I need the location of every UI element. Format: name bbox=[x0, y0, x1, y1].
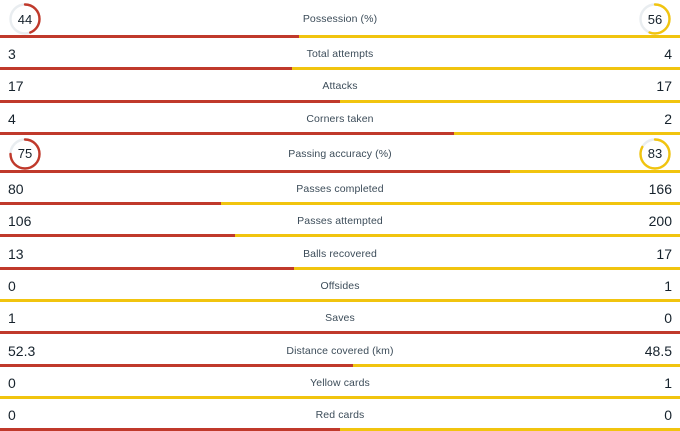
away-value: 2 bbox=[664, 110, 672, 127]
stat-label: Balls recovered bbox=[303, 247, 377, 260]
away-value: 4 bbox=[664, 46, 672, 63]
away-value: 48.5 bbox=[644, 342, 672, 359]
away-value: 1 bbox=[664, 277, 672, 294]
home-value: 0 bbox=[8, 407, 16, 424]
stat-row bbox=[0, 367, 680, 399]
home-value: 13 bbox=[8, 245, 24, 262]
stat-row bbox=[0, 173, 680, 205]
home-value: 52.3 bbox=[8, 342, 36, 359]
stat-row bbox=[0, 135, 680, 173]
away-value: 166 bbox=[648, 181, 672, 198]
away-value: 0 bbox=[664, 310, 672, 327]
stat-row bbox=[0, 302, 680, 334]
stat-row bbox=[0, 103, 680, 135]
home-value: 44 bbox=[17, 11, 33, 27]
stat-label: Corners taken bbox=[306, 112, 374, 125]
home-gauge bbox=[8, 137, 42, 171]
stat-row bbox=[0, 237, 680, 269]
home-value: 17 bbox=[8, 78, 24, 95]
away-value: 0 bbox=[664, 407, 672, 424]
stat-label: Passing accuracy (%) bbox=[288, 147, 392, 160]
away-gauge bbox=[638, 2, 672, 36]
stat-row bbox=[0, 399, 680, 431]
stat-label: Red cards bbox=[315, 409, 365, 422]
away-gauge bbox=[638, 137, 672, 171]
stat-row bbox=[0, 270, 680, 302]
away-value: 83 bbox=[647, 146, 663, 162]
stat-label: Passes completed bbox=[296, 183, 384, 196]
home-value: 0 bbox=[8, 374, 16, 391]
away-value: 56 bbox=[647, 11, 663, 27]
home-value: 106 bbox=[8, 213, 32, 230]
home-value: 0 bbox=[8, 277, 16, 294]
stat-label: Attacks bbox=[322, 80, 358, 93]
stat-row bbox=[0, 205, 680, 237]
stat-row bbox=[0, 0, 680, 38]
away-value: 200 bbox=[648, 213, 672, 230]
stat-label: Yellow cards bbox=[310, 376, 370, 389]
stat-label: Distance covered (km) bbox=[286, 344, 394, 357]
stat-row bbox=[0, 334, 680, 366]
stat-row bbox=[0, 70, 680, 102]
away-value: 17 bbox=[656, 245, 672, 262]
home-value: 75 bbox=[17, 146, 33, 162]
home-value: 80 bbox=[8, 181, 24, 198]
stat-row bbox=[0, 38, 680, 70]
stat-label: Passes attempted bbox=[297, 215, 383, 228]
home-value: 3 bbox=[8, 46, 16, 63]
home-gauge bbox=[8, 2, 42, 36]
stat-label: Saves bbox=[325, 312, 355, 325]
home-value: 1 bbox=[8, 310, 16, 327]
stat-label: Possession (%) bbox=[302, 13, 378, 25]
home-value: 4 bbox=[8, 110, 16, 127]
away-value: 17 bbox=[656, 78, 672, 95]
away-value: 1 bbox=[664, 374, 672, 391]
stat-label: Offsides bbox=[320, 279, 360, 292]
stat-label: Total attempts bbox=[306, 48, 374, 61]
